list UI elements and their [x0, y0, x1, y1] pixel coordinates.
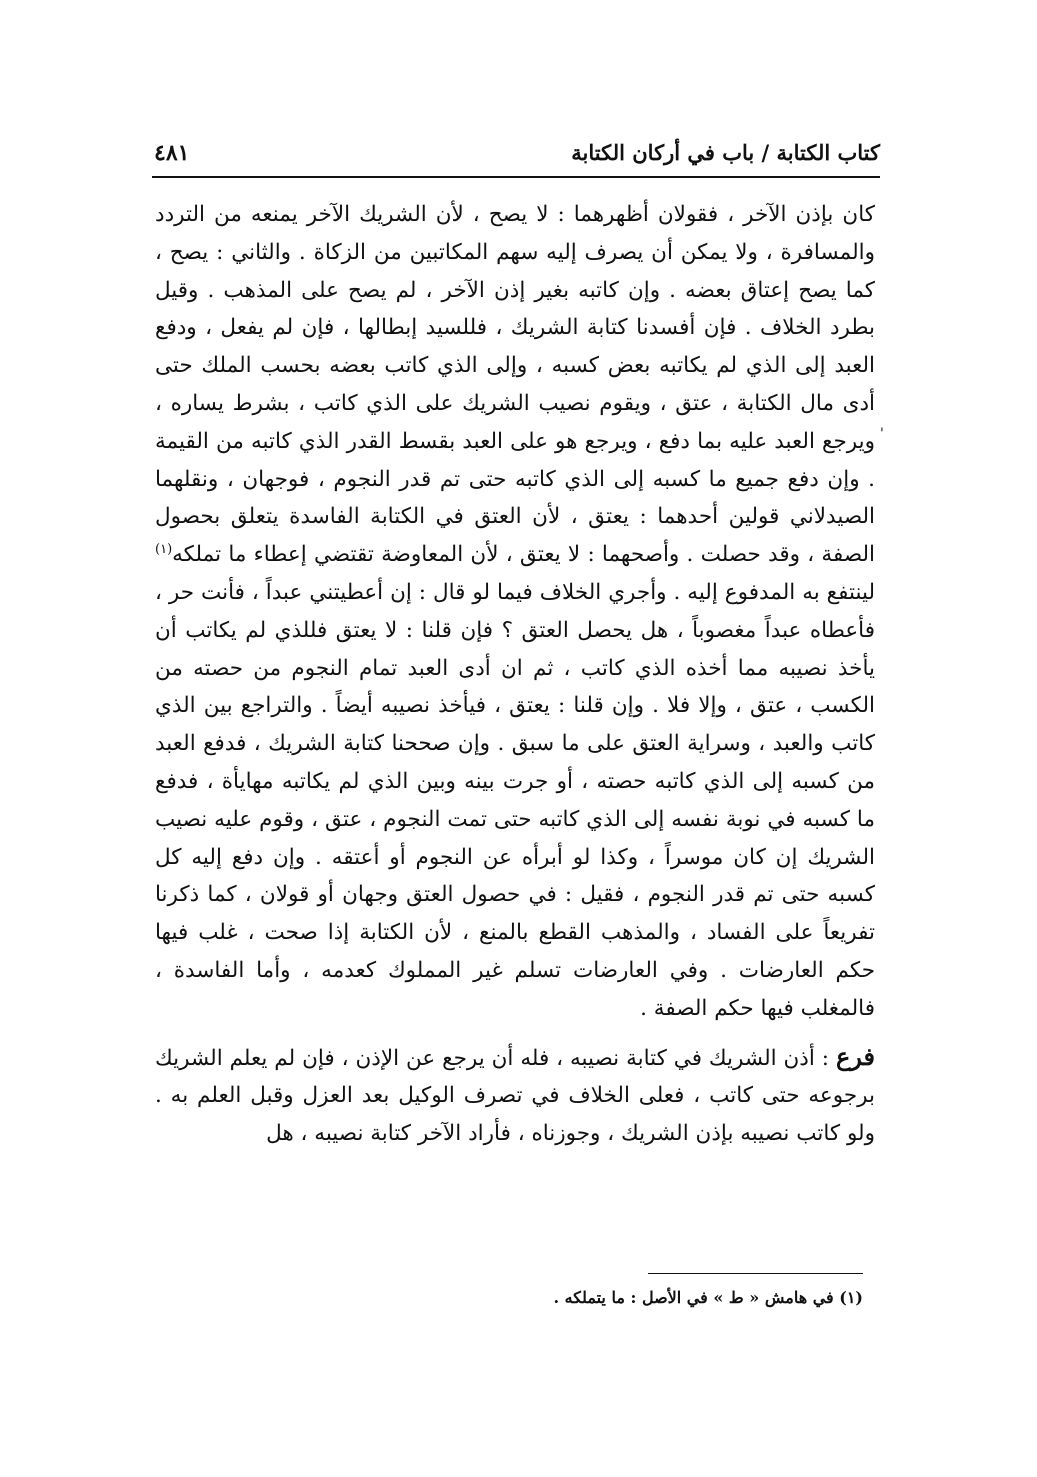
footnote-divider	[648, 1273, 863, 1274]
paragraph	[155, 1038, 875, 1153]
page-number: ٤٨١	[154, 140, 190, 166]
header-divider	[152, 176, 880, 178]
margin-mark: '	[880, 426, 884, 442]
paragraph-text: كان بإذن الآخر ، فقولان أظهرهما : لا يصح ، لأن الشريك الآخر يمنعه من التردد والمسافرة ، ولا يمكن أن يصرف إليه سهم المكاتبين من الزكاة . والثاني : يصح ، كما يصح إعتاق بعضه . وإن كاتبه بغير إذن الآخر ، لم يصح على المذهب . وقيل بطرد الخلاف . فإن أفسدنا كتابة الشريك ، فللسيد إبطالها ، فإن لم يفعل ، ودفع العبد إلى الذي لم يكاتبه بعض كسبه ، وإلى الذي كاتب بعضه بحسب الملك حتى أدى مال الكتابة ، عتق ، ويقوم نصيب الشريك على الذي كاتب ، بشرط يساره ، ويرجع العبد عليه بما دفع ، ويرجع هو على العبد بقسط القدر الذي كاتبه من القيمة . وإن دفع جميع ما كسبه إلى الذي كاتبه حتى تم قدر النجوم ، فوجهان ، ونقلهما الصيدلاني قولين أحدهما : يعتق ، لأن العتق في الكتابة الفاسدة يتعلق بحصول الصفة ، وقد حصلت . وأصحهما : لا يعتق ، لأن المعاوضة تقتضي إعطاء ما تملكه	[155, 202, 875, 568]
main-text	[155, 196, 875, 1153]
section-label: فرع	[835, 1041, 875, 1071]
running-header	[152, 138, 880, 178]
chapter-title: كتاب الكتابة / باب في أركان الكتابة	[571, 140, 880, 165]
footnote: (١) في هامش « ط » في الأصل : ما يتملكه .	[553, 1288, 863, 1307]
paragraph-text: لينتفع به المدفوع إليه . وأجري الخلاف فيما لو قال : إن أعطيتني عبداً ، فأنت حر ، فأعطاه عبداً مغصوباً ، هل يحصل العتق ؟ فإن قلنا : لا يعتق فللذي لم يكاتب أن يأخذ نصيبه مما أخذه الذي كاتب ، ثم ان أدى العبد تمام النجوم من حصته من الكسب ، عتق ، وإلا فلا . وإن قلنا : يعتق ، فيأخذ نصيبه أيضاً . والتراجع بين الذي كاتب والعبد ، وسراية العتق على ما سبق . وإن صححنا كتابة الشريك ، فدفع العبد من كسبه إلى الذي كاتبه حصته ، أو جرت بينه وبين الذي لم يكاتبه مهايأة ، فدفع ما كسبه في نوبة نفسه إلى الذي كاتبه حتى تمت النجوم ، عتق ، وقوم عليه نصيب الشريك إن كان موسراً ، وكذا لو أبرأه عن النجوم أو أعتقه . وإن دفع إليه كل كسبه حتى تم قدر النجوم ، فقيل : في حصول العتق وجهان أو قولان ، كما ذكرنا تفريعاً على الفساد ، والمذهب القطع بالمنع ، لأن الكتابة إذا صحت ، غلب فيها حكم العارضات . وفي العارضات تسلم غير المملوك كعدمه ، وأما الفاسدة ، فالمغلب فيها حكم الصفة .	[155, 579, 875, 1021]
paragraph	[155, 196, 875, 1028]
paragraph-text: : أذن الشريك في كتابة نصيبه ، فله أن يرجع عن الإذن ، فإن لم يعلم الشريك برجوعه حتى كاتب ، فعلى الخلاف في تصرف الوكيل بعد العزل وقبل العلم به . ولو كاتب نصيبه بإذن الشريك ، وجوزناه ، فأراد الآخر كتابة نصيبه ، هل	[155, 1045, 875, 1147]
footnote-reference[interactable]: (١)	[155, 542, 173, 558]
